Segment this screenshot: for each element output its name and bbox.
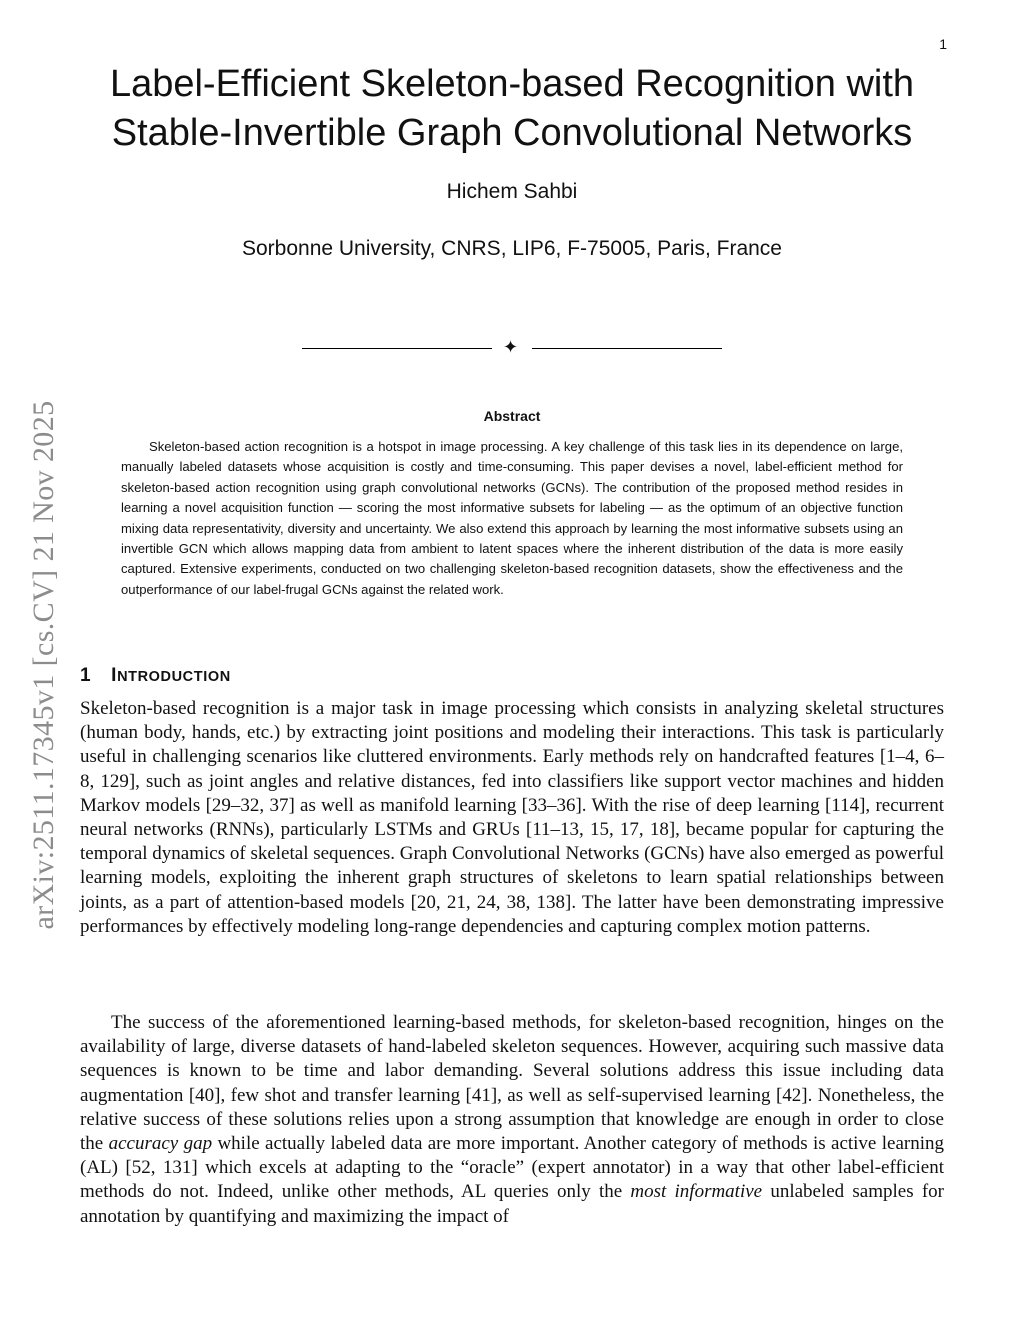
paper-title-line-1: Label-Efficient Skeleton-based Recognition with (109, 63, 915, 105)
separator-rule-left (302, 348, 492, 349)
paragraph-2-text-b: while actually labeled data are more important. Another category of methods is active learning (AL) [52, 131] which excels at adapting to the “oracle” (expert annotator) in a way that other label-efficient methods do not. Indeed, unlike other methods, AL queries only the (80, 1133, 944, 1203)
section-heading-introduction (80, 665, 231, 687)
intro-paragraph-1: Skeleton-based recognition is a major task in image processing which consists in analyzing skeletal structures (human body, hands, etc.) by extracting joint positions and modeling their interactions. This task is particularly useful in challenging scenarios like cluttered environments. Early methods rely on handcrafted features [1–4, 6–8, 129], such as joint angles and relative distances, fed into classifiers like support vector machines and hidden Markov models [29–32, 37] as well as manifold learning [33–36]. With the rise of deep learning [114], recurrent neural networks (RNNs), particularly LSTMs and GRUs [11–13, 15, 17, 18], became popular for capturing the temporal dynamics of skeletal sequences. Graph Convolutional Networks (GCNs) have also emerged as powerful learning models, exploiting the inherent graph structures of skeletons to learn spatial relationships between joints, as a part of attention-based models [20, 21, 24, 38, 138]. The latter have been demonstrating impressive performances by effectively modeling long-range dependencies and capturing complex motion patterns. (80, 698, 944, 937)
abstract-heading: Abstract (483, 408, 541, 424)
section-title-initial: I (111, 665, 118, 686)
arxiv-identifier-stamp: arXiv:2511.17345v1 [cs.CV] 21 Nov 2025 (27, 400, 60, 930)
section-number: 1 (80, 665, 92, 686)
paragraph-2-text-a: The success of the aforementioned learning-based methods, for skeleton-based recognition, hinges on the availability of large, diverse datasets of hand-labeled skeleton sequences. However, acquiring such massive data sequences is known to be time and labor demanding. Several solutions address this issue including data augmentation [40], few shot and transfer learning [41], as well as self-supervised learning [42]. Nonetheless, the relative success of these solutions relies upon a strong assumption that knowledge are enough in order to close the (80, 1012, 944, 1155)
emphasis-most-informative: most informative (630, 1181, 763, 1203)
abstract-text: Skeleton-based action recognition is a hotspot in image processing. A key challenge of this task lies in its dependence on large, manually labeled datasets whose acquisition is costly and time-consuming. This paper devises a novel, label-efficient method for skeleton-based action recognition using graph convolutional networks (GCNs). The contribution of the proposed method resides in learning a novel acquisition function — scoring the most informative subsets for labeling — as the optimum of an objective function mixing data representativity, diversity and uncertainty. We also extend this approach by learning the most informative subsets using an invertible GCN which allows mapping data from ambient to latent spaces where the inherent distribution of the data is more easily captured. Extensive experiments, conducted on two challenging skeleton-based recognition datasets, show the effectiveness and the outperformance of our label-frugal GCNs against the related work. (121, 439, 903, 597)
separator-rule-right (532, 348, 722, 349)
paper-title (80, 60, 944, 158)
paper-title-line-2: Stable-Invertible Graph Convolutional Networks (111, 112, 913, 154)
page-number: 1 (939, 36, 947, 52)
emphasis-accuracy-gap: accuracy gap (108, 1133, 213, 1155)
author-name: Hichem Sahbi (446, 180, 578, 203)
intro-paragraph-2 (80, 1011, 944, 1229)
section-title-rest: NTRODUCTION (117, 669, 231, 685)
separator-star-icon: ✦ (503, 337, 519, 358)
paragraph-2-text-c: unlabeled samples for annotation by quantifying and maximizing the impact of (80, 1181, 944, 1227)
author-affiliation: Sorbonne University, CNRS, LIP6, F-75005, Paris, France (241, 237, 782, 260)
